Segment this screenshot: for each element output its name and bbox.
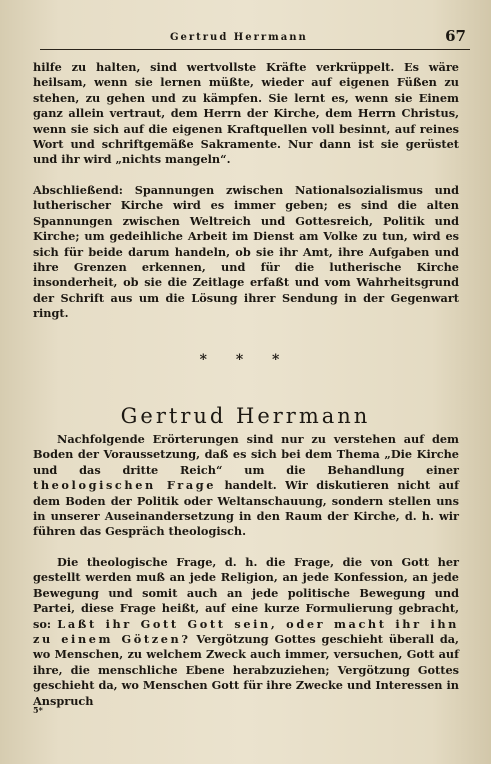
paragraph-closing-previous-essay: hilfe zu halten, sind wertvollste Kräfte verkrüppelt. Es wäre heilsam, wenn sie lernen müßte, wieder auf eigenen Füßen zu stehen, zu gehen und zu kämpfen. Sie lernt es, wenn sie Einem ganz allein vertraut, dem Herrn der Kirche, dem Herrn Christus, wenn sie sich auf die eigenen Kraftquellen voll besinnt, auf reines Wort und schriftgemäße Sakramente. Nur dann ist sie gerüstet und ihr wird „nichts mangeln“.: [33, 60, 459, 167]
running-header: [40, 29, 470, 50]
signature-mark: 5*: [33, 705, 43, 715]
paragraph-text: Vergötzung Gottes geschieht überall da, wo Menschen, zu welchem Zweck auch immer, versuchen, Gott auf ihre, die menschliche Ebene herabzuziehen; Vergötzung Gottes geschieht da, wo Menschen Gott für ihre Zwecke und Interessen in Anspruch: [33, 632, 459, 708]
emphasized-text: Laßt ihr Gott Gott sein, oder macht ihr ihn zu einem Götzen?: [33, 616, 459, 647]
paragraph-conclusion: Abschließend: Spannungen zwischen Nationalsozialismus und lutherischer Kirche wird es immer geben; es sind die alten Spannungen zwischen Weltreich und Gottesreich, Politik und Kirche; um gedeihliche Arbeit im Dienst am Volke zu tun, wird es sich für beide darum handeln, ob sie ihr Amt, ihre Aufgaben und ihre Grenzen erkennen, und für die lutherische Kirche insonderheit, ob sie die Zeitlage erfaßt und vom Wahrheitsgrund der Schrift aus um die Lösung ihrer Sendung in der Gegenwart ringt.: [33, 183, 459, 321]
running-title: Gertrud Herrmann: [170, 32, 308, 43]
paragraph-text: Nachfolgende Erörterungen sind nur zu verstehen auf dem Boden der Voraussetzung, daß es sich bei dem Thema „Die Kirche und das dritte Reich“ um die Behandlung einer: [33, 432, 459, 477]
paragraph-introduction: [33, 432, 459, 540]
section-separator: * * *: [199, 352, 292, 368]
paragraph-theological-question: [33, 555, 459, 709]
section-heading: Gertrud Herrmann: [120, 404, 371, 428]
emphasized-text: theologischen Frage: [33, 478, 217, 493]
page-number: 67: [445, 27, 466, 45]
paragraph-text: Die theologische Frage, d. h. die Frage, die von Gott her gestellt werden muß an jede Religion, an jede Konfession, an jede Bewegung und somit auch an jede politische Bewegung und Partei, diese Frage heißt, auf eine kurze Formulierung gebracht, so:: [33, 555, 459, 631]
paragraph-text: handelt. Wir diskutieren nicht auf dem Boden der Politik oder Weltanschauung, sondern stellen uns in unserer Auseinandersetzung in den Raum der Kirche, d. h. wir führen das Gespräch theologisch.: [33, 478, 459, 539]
